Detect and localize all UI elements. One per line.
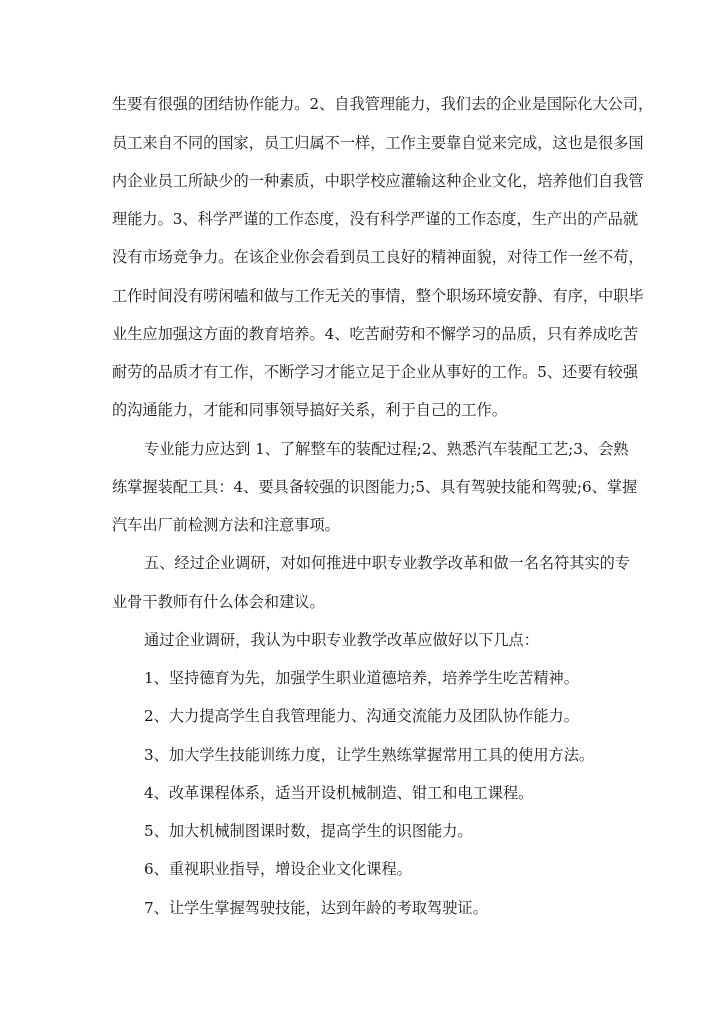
- text-line: 五、经过企业调研，对如何推进中职专业教学改革和做一名名符其实的专: [144, 554, 630, 572]
- text-line: 通过企业调研，我认为中职专业教学改革应做好以下几点：: [144, 631, 539, 649]
- list-item: 7、让学生掌握驾驶技能，达到年龄的考取驾驶证。: [144, 899, 488, 917]
- text-line: 专业能力应达到 1、了解整车的装配过程;2、熟悉汽车装配工艺;3、会熟: [144, 440, 629, 458]
- list-item: 6、重视职业指导，增设企业文化课程。: [144, 860, 412, 878]
- text-line: 内企业员工所缺少的一种素质，中职学校应灌输这种企业文化，培养他们自我管: [112, 172, 644, 190]
- text-line: 员工来自不同的国家，员工归属不一样，工作主要靠自觉来完成，这也是很多国: [112, 134, 644, 152]
- text-line: 业生应加强这方面的教育培养。4、吃苦耐劳和不懈学习的品质，只有养成吃苦: [112, 325, 639, 343]
- list-item: 2、大力提高学生自我管理能力、沟通交流能力及团队协作能力。: [144, 707, 579, 725]
- list-item: 1、坚持德育为先，加强学生职业道德培养，培养学生吃苦精神。: [144, 669, 579, 687]
- text-line: 耐劳的品质才有工作，不断学习才能立足于企业从事好的工作。5、还要有较强: [112, 363, 639, 381]
- text-line: 生要有很强的团结协作能力。2、自我管理能力，我们去的企业是国际化大公司，: [112, 95, 654, 113]
- list-item: 3、加大学生技能训练力度，让学生熟练掌握常用工具的使用方法。: [144, 746, 595, 764]
- list-item: 5、加大机械制图课时数，提高学生的识图能力。: [144, 822, 473, 840]
- text-line: 业骨干教师有什么体会和建议。: [112, 593, 325, 611]
- text-line: 汽车出厂前检测方法和注意事项。: [112, 516, 340, 534]
- text-line: 工作时间没有唠闲嗑和做与工作无关的事情，整个职场环境安静、有序，中职毕: [112, 287, 644, 305]
- text-line: 没有市场竞争力。在该企业你会看到员工良好的精神面貌，对待工作一丝不苟，: [112, 248, 644, 266]
- text-line: 理能力。3、科学严谨的工作态度，没有科学严谨的工作态度，生产出的产品就: [112, 210, 639, 228]
- text-line: 练掌握装配工具：4、要具备较强的识图能力;5、具有驾驶技能和驾驶;6、掌握: [112, 478, 638, 496]
- text-line: 的沟通能力，才能和同事领导搞好关系，利于自己的工作。: [112, 401, 507, 419]
- list-item: 4、改革课程体系，适当开设机械制造、钳工和电工课程。: [144, 784, 534, 802]
